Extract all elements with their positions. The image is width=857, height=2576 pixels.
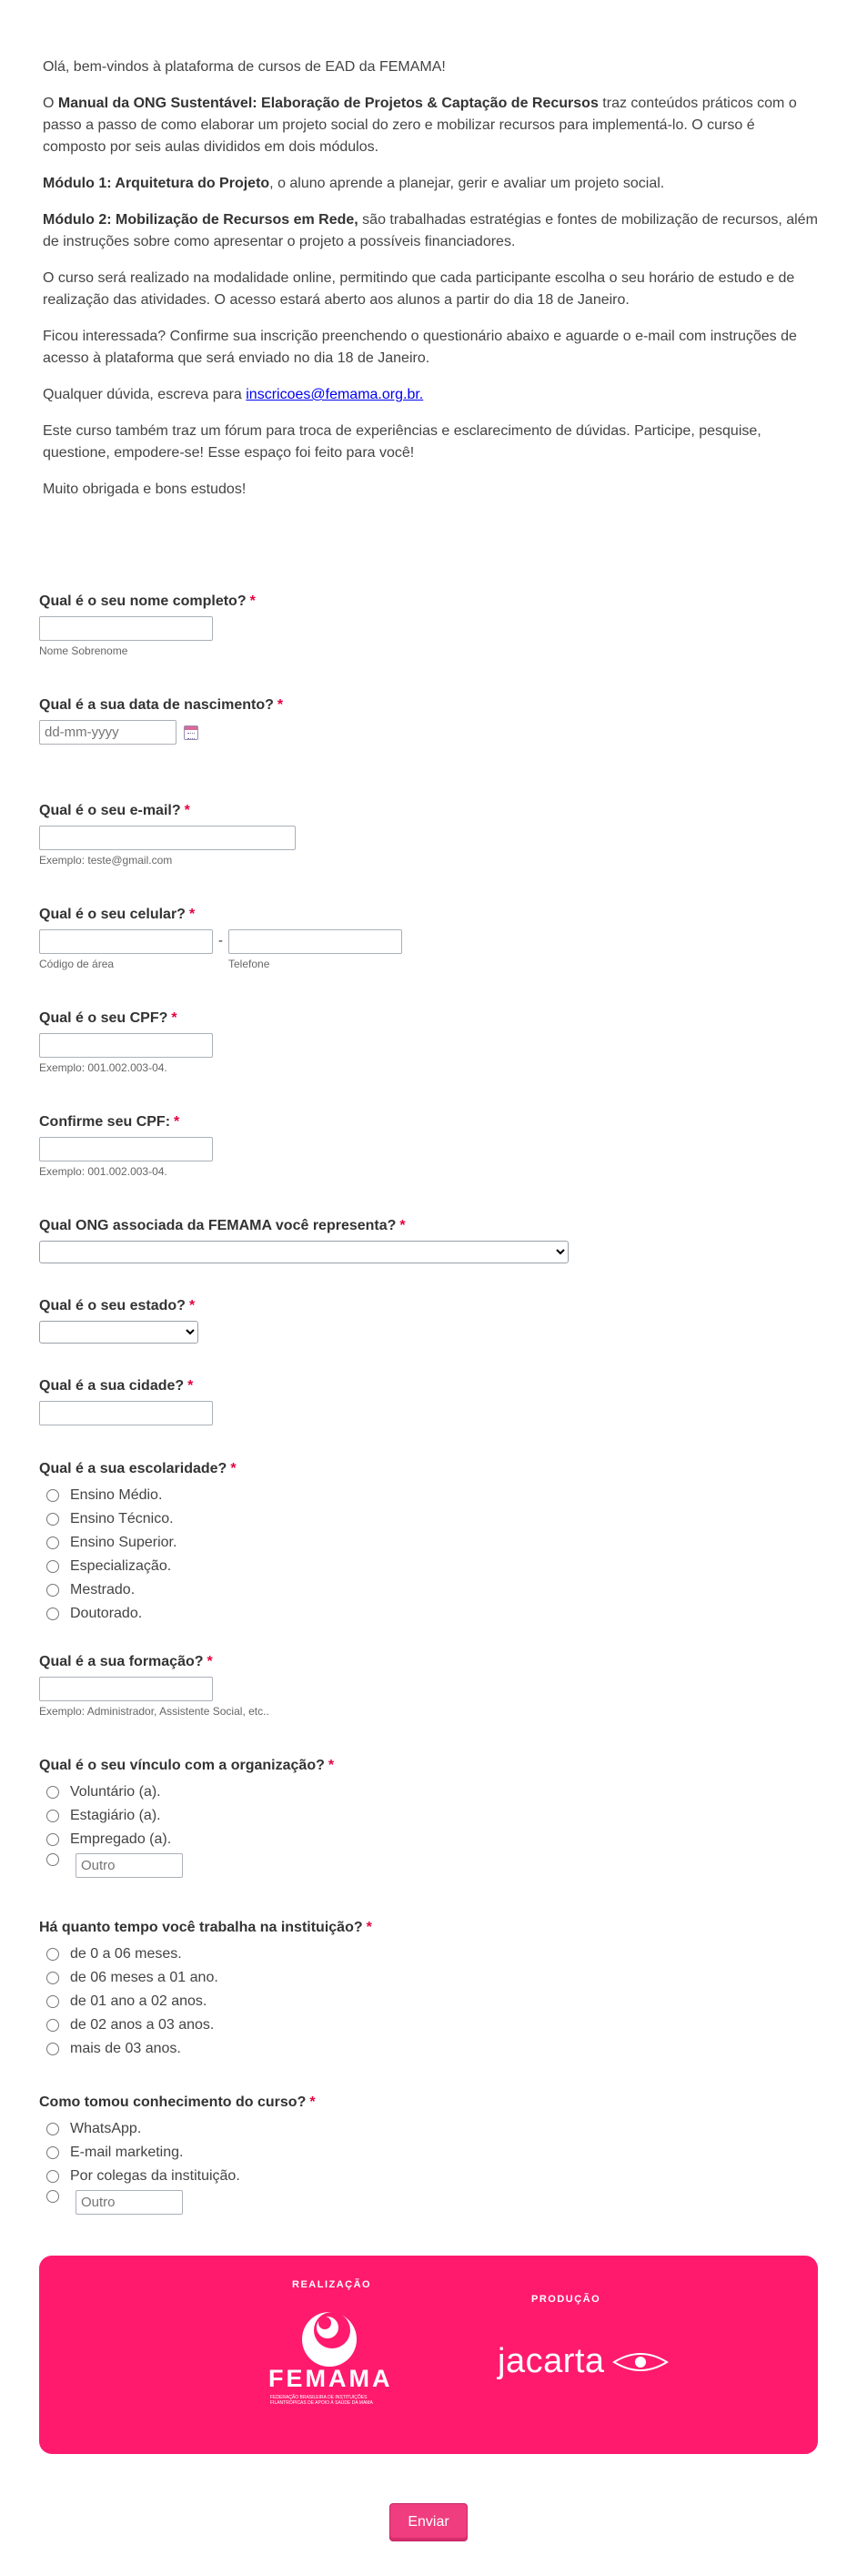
source-option[interactable]: Por colegas da instituição. <box>39 2165 822 2188</box>
radio-button[interactable] <box>46 1536 59 1549</box>
source-option[interactable]: WhatsApp. <box>39 2117 822 2141</box>
education-options <box>39 1484 822 1626</box>
question-label: Qual é a sua escolaridade? * <box>39 1461 237 1476</box>
jacarta-wordmark: jacarta <box>498 2342 605 2380</box>
question-cpf <box>39 1009 822 1074</box>
bond-option[interactable]: Empregado (a). <box>39 1828 822 1851</box>
intro-register: Ficou interessada? Confirme sua inscrição preenchendo o questionário abaixo e aguarde o e-mail com instruções de acesso à plataforma que será enviado no dia 18 de Janeiro. <box>43 329 797 366</box>
bond-option[interactable]: Voluntário (a). <box>39 1780 822 1804</box>
sponsors-banner <box>39 2256 818 2454</box>
cpf-sublabel: Exemplo: 001.002.003-04. <box>39 1061 167 1074</box>
intro-module-2: Módulo 2: Mobilização de Recursos em Rede, são trabalhadas estratégias e fontes de mobilização de recursos, além de instruções sobre como apresentar o projeto a possíveis financiadores. <box>43 212 818 249</box>
tenure-option[interactable]: de 01 ano a 02 anos. <box>39 1990 822 2013</box>
tenure-option[interactable]: de 06 meses a 01 ano. <box>39 1966 822 1990</box>
radio-button[interactable] <box>46 1584 59 1597</box>
radio-button[interactable] <box>46 1786 59 1799</box>
intro-welcome: Olá, bem-vindos à plataforma de cursos de EAD da FEMAMA! <box>43 59 446 75</box>
radio-button[interactable] <box>46 1810 59 1822</box>
radio-button[interactable] <box>46 1489 59 1502</box>
bond-option[interactable]: Estagiário (a). <box>39 1804 822 1828</box>
education-option[interactable]: Ensino Superior. <box>39 1531 822 1555</box>
ong-select[interactable] <box>39 1241 569 1263</box>
tenure-option[interactable]: mais de 03 anos. <box>39 2037 822 2061</box>
email-sublabel: Exemplo: teste@gmail.com <box>39 854 173 867</box>
bond-option-other[interactable] <box>39 1851 822 1882</box>
realizacao-label: REALIZAÇÃO <box>292 2279 372 2290</box>
submit-button[interactable]: Enviar <box>389 2503 468 2541</box>
question-email <box>39 802 822 867</box>
question-label: Qual é o seu e-mail? * <box>39 803 190 818</box>
intro-module-1: Módulo 1: Arquitetura do Projeto, o aluno aprende a planejar, gerir e avaliar um projeto social. <box>43 176 665 191</box>
question-ong <box>39 1217 822 1263</box>
source-options <box>39 2117 822 2219</box>
question-label: Qual é o seu estado? * <box>39 1298 196 1313</box>
cpf-confirm-sublabel: Exemplo: 001.002.003-04. <box>39 1165 167 1178</box>
area-code-sublabel: Código de área <box>39 958 115 970</box>
source-option-other[interactable] <box>39 2188 822 2219</box>
birth-date-input[interactable] <box>39 720 176 745</box>
question-cpf-confirm <box>39 1113 822 1178</box>
source-other-input[interactable] <box>76 2190 183 2215</box>
question-birth <box>39 696 822 745</box>
name-sublabel: Nome Sobrenome <box>39 644 128 657</box>
tenure-options <box>39 1942 822 2061</box>
area-code-input[interactable] <box>39 929 213 954</box>
name-input[interactable] <box>39 616 213 641</box>
tenure-option[interactable]: de 0 a 06 meses. <box>39 1942 822 1966</box>
intro-contact: Qualquer dúvida, escreva para inscricoes@femama.org.br. <box>43 387 424 402</box>
question-label: Qual é o seu celular? * <box>39 907 196 922</box>
city-input[interactable] <box>39 1401 213 1425</box>
radio-button[interactable] <box>46 1607 59 1620</box>
femama-tagline: FEDERAÇÃO BRASILEIRA DE INSTITUIÇÕES FILANTRÓPICAS DE APOIO À SAÚDE DA MAMA <box>270 2395 373 2406</box>
question-label: Qual é o seu CPF? * <box>39 1010 177 1026</box>
formation-input[interactable] <box>39 1677 213 1701</box>
question-label: Confirme seu CPF: * <box>39 1114 180 1130</box>
question-label: Qual ONG associada da FEMAMA você representa? * <box>39 1218 406 1233</box>
question-name <box>39 593 822 657</box>
radio-button[interactable] <box>46 1853 59 1866</box>
question-label: Qual é o seu vínculo com a organização? * <box>39 1758 335 1773</box>
question-source <box>39 2094 822 2219</box>
tenure-option[interactable]: de 02 anos a 03 anos. <box>39 2013 822 2037</box>
phone-number-input[interactable] <box>228 929 402 954</box>
contact-email-link[interactable]: inscricoes@femama.org.br. <box>246 387 424 402</box>
jacarta-eye-icon <box>612 2351 669 2373</box>
question-label: Como tomou conhecimento do curso? * <box>39 2094 316 2110</box>
email-input[interactable] <box>39 826 296 850</box>
question-education <box>39 1460 822 1626</box>
bond-other-input[interactable] <box>76 1853 183 1878</box>
radio-button[interactable] <box>46 2190 59 2203</box>
radio-button[interactable] <box>46 2043 59 2055</box>
education-option[interactable]: Ensino Técnico. <box>39 1507 822 1531</box>
intro-forum: Este curso também traz um fórum para troca de experiências e esclarecimento de dúvidas. Participe, pesquise, questione, empodere-se! Esse espaço foi feito para você! <box>43 423 761 461</box>
radio-button[interactable] <box>46 2146 59 2159</box>
education-option[interactable]: Ensino Médio. <box>39 1484 822 1507</box>
radio-button[interactable] <box>46 1833 59 1846</box>
radio-button[interactable] <box>46 2170 59 2183</box>
question-phone <box>39 906 822 970</box>
education-option[interactable]: Mestrado. <box>39 1578 822 1602</box>
radio-button[interactable] <box>46 1972 59 1984</box>
radio-button[interactable] <box>46 1995 59 2008</box>
education-option[interactable]: Doutorado. <box>39 1602 822 1626</box>
producao-label: PRODUÇÃO <box>531 2294 601 2305</box>
radio-button[interactable] <box>46 2019 59 2032</box>
question-city <box>39 1377 822 1425</box>
question-label: Qual é a sua formação? * <box>39 1654 213 1669</box>
phone-dash: - <box>218 933 223 948</box>
intro-thanks: Muito obrigada e bons estudos! <box>43 482 247 497</box>
formation-sublabel: Exemplo: Administrador, Assistente Social, etc.. <box>39 1705 269 1718</box>
calendar-icon[interactable] <box>184 725 198 740</box>
bond-options <box>39 1780 822 1882</box>
radio-button[interactable] <box>46 1948 59 1961</box>
cpf-input[interactable] <box>39 1033 213 1058</box>
question-label: Qual é a sua cidade? * <box>39 1378 194 1394</box>
question-label: Qual é o seu nome completo? * <box>39 593 256 609</box>
cpf-confirm-input[interactable] <box>39 1137 213 1161</box>
question-label: Há quanto tempo você trabalha na instituição? * <box>39 1920 372 1935</box>
question-label: Qual é a sua data de nascimento? * <box>39 697 284 713</box>
question-bond <box>39 1757 822 1882</box>
question-formation <box>39 1653 822 1718</box>
radio-button[interactable] <box>46 2123 59 2135</box>
femama-wordmark: FEMAMA <box>268 2365 393 2392</box>
source-option[interactable]: E-mail marketing. <box>39 2141 822 2165</box>
education-option[interactable]: Especialização. <box>39 1555 822 1578</box>
state-select[interactable] <box>39 1321 198 1344</box>
radio-button[interactable] <box>46 1513 59 1526</box>
phone-sublabel: Telefone <box>228 958 270 970</box>
intro-text <box>43 56 821 515</box>
intro-course: O Manual da ONG Sustentável: Elaboração de Projetos & Captação de Recursos traz conteúdos práticos com o passo a passo de como elaborar um projeto social do zero e mobilizar recursos para implementá-lo. O curso é composto por seis aulas divididos em dois módulos. <box>43 96 797 155</box>
intro-online: O curso será realizado na modalidade online, permitindo que cada participante escolha o seu horário de estudo e de realização das atividades. O acesso estará aberto aos alunos a partir do dia 18 de Janeiro. <box>43 270 795 308</box>
question-state <box>39 1297 822 1344</box>
question-tenure <box>39 1919 822 2061</box>
radio-button[interactable] <box>46 1560 59 1573</box>
